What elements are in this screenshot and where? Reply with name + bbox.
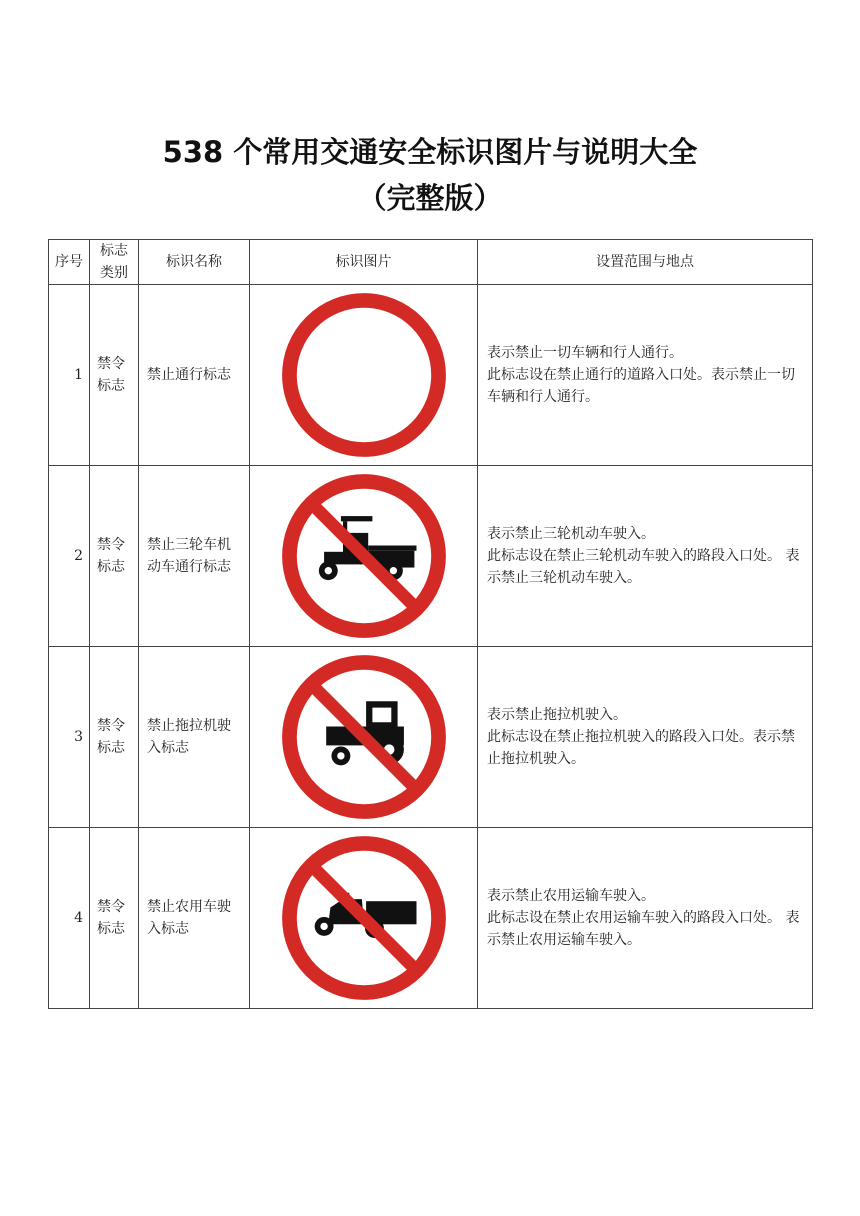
no-three-wheel-motor-vehicle-icon xyxy=(280,472,448,640)
header-scope: 设置范围与地点 xyxy=(478,240,813,285)
no-entry-circle-icon xyxy=(280,291,448,459)
row-index: 4 xyxy=(49,828,90,1009)
row-category: 禁令标志 xyxy=(90,647,139,828)
header-name: 标识名称 xyxy=(139,240,250,285)
row-name: 禁止拖拉机驶入标志 xyxy=(139,647,250,828)
row-desc-line2: 此标志设在禁止农用运输车驶入的路段入口处。 表示禁止农用运输车驶入。 xyxy=(487,910,800,948)
row-desc-line1: 表示禁止三轮机动车驶入。 xyxy=(487,526,655,542)
no-tractor-icon xyxy=(280,653,448,821)
page-title: 538 个常用交通安全标识图片与说明大全 xyxy=(162,135,698,169)
table-row xyxy=(49,828,813,1009)
row-category: 禁令标志 xyxy=(90,466,139,647)
row-name: 禁止通行标志 xyxy=(139,285,250,466)
row-desc-line2: 此标志设在禁止三轮机动车驶入的路段入口处。 表示禁止三轮机动车驶入。 xyxy=(487,548,800,586)
table-header-row xyxy=(49,240,813,285)
row-name: 禁止三轮车机动车通行标志 xyxy=(139,466,250,647)
header-image: 标识图片 xyxy=(250,240,478,285)
row-index: 1 xyxy=(49,285,90,466)
row-desc-line2: 此标志设在禁止拖拉机驶入的路段入口处。表示禁止拖拉机驶入。 xyxy=(487,729,795,767)
row-desc-line1: 表示禁止农用运输车驶入。 xyxy=(487,888,655,904)
table-row xyxy=(49,647,813,828)
row-index: 2 xyxy=(49,466,90,647)
row-index: 3 xyxy=(49,647,90,828)
row-desc-line2: 此标志设在禁止通行的道路入口处。表示禁止一切车辆和行人通行。 xyxy=(487,367,795,405)
table-row xyxy=(49,466,813,647)
row-category: 禁令标志 xyxy=(90,285,139,466)
page-subtitle: （完整版） xyxy=(357,181,503,215)
no-agricultural-vehicle-icon xyxy=(280,834,448,1002)
signs-table xyxy=(48,239,813,1009)
row-name: 禁止农用车驶入标志 xyxy=(139,828,250,1009)
row-category: 禁令标志 xyxy=(90,828,139,1009)
header-index: 序号 xyxy=(49,240,90,285)
row-desc-line1: 表示禁止拖拉机驶入。 xyxy=(487,707,627,723)
row-desc-line1: 表示禁止一切车辆和行人通行。 xyxy=(487,345,683,361)
header-category: 标志类别 xyxy=(90,240,139,285)
table-row xyxy=(49,285,813,466)
